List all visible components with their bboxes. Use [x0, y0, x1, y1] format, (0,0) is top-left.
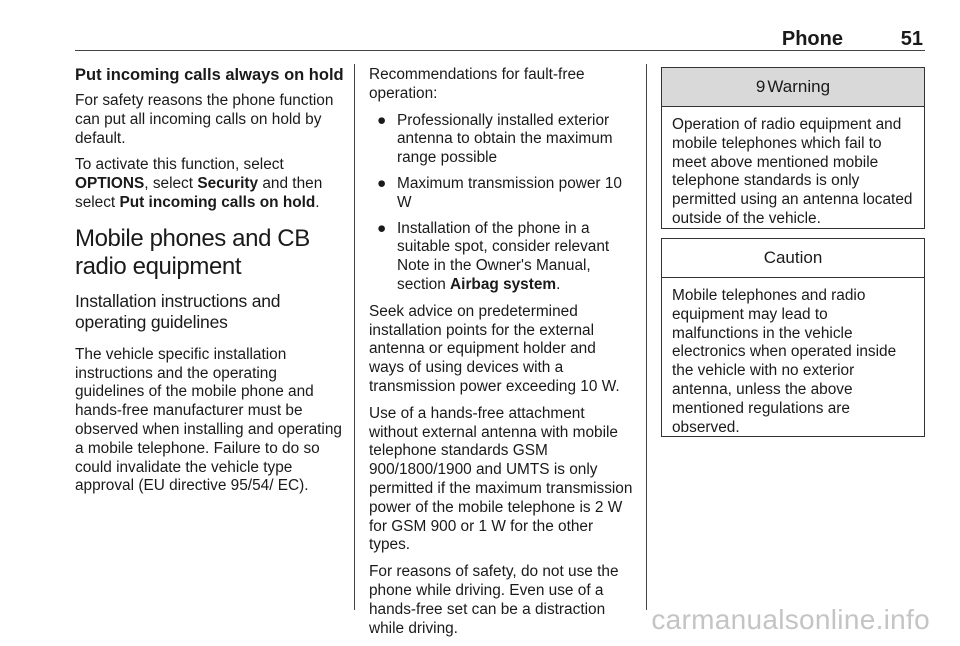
bullet-icon: ● [377, 219, 387, 237]
warning-icon: 9 [755, 77, 766, 96]
page-header [75, 22, 925, 51]
column-middle [369, 66, 633, 646]
caution-box [661, 238, 925, 437]
installation-text: The vehicle specific installation instructions and the operating guidelines of the mobile phone and hands-free manufacturer must be observed when installing and operating a mobile telephone. Failure to do so could invalidate the vehicle type approval (EU directive 95/54/ EC). [75, 345, 342, 495]
watermark: carmanualsonline.info [651, 604, 930, 635]
safety-text: For reasons of safety, do not use the phone while driving. Even use of a hands-free set can be a distraction while driving. [369, 563, 619, 637]
warning-text: Operation of radio equipment and mobile telephones which fail to meet above mentioned mobile telephone standards is only permitted using an antenna located outside of the vehicle. [672, 116, 913, 227]
subsection-heading: Installation instructions and operating guidelines [75, 290, 281, 332]
recommendations-intro: Recommendations for fault-free operation: [369, 66, 585, 102]
hold-calls-text: For safety reasons the phone function can put all incoming calls on hold by default. [75, 92, 334, 147]
caution-title: Caution [763, 248, 823, 267]
column-divider-right [646, 64, 647, 610]
section-title: Phone [781, 28, 843, 50]
hold-calls-title: Put incoming calls always on hold [75, 66, 344, 84]
list-item: ● Maximum transmission power 10 W [377, 174, 622, 211]
bullet-icon: ● [377, 174, 387, 192]
bullet-icon: ● [377, 111, 387, 129]
section-heading: Mobile phones and CB radio equipment [75, 224, 310, 280]
column-left [75, 66, 347, 504]
caution-text: Mobile telephones and radio equipment may lead to malfunctions in the vehicle electronics when operated inside the vehicle with no exterior antenna, unless the above mentioned regulations are observed. [672, 287, 897, 436]
options-term: OPTIONS [75, 175, 145, 193]
hold-setting-term: Put incoming calls on hold [119, 193, 316, 211]
page-number: 51 [900, 28, 923, 50]
airbag-term: Airbag system [450, 275, 557, 293]
caution-header [662, 239, 924, 278]
warning-title: Warning [767, 77, 831, 96]
recommendations-list [369, 112, 633, 295]
security-term: Security [197, 175, 259, 193]
activate-instructions: To activate this function, select OPTIONS, select Security and then select Put incoming calls on hold. [75, 156, 323, 211]
list-item: ● Professionally installed exterior antenna to obtain the maximum range possible [377, 111, 613, 167]
installation-advice: Seek advice on predetermined installation points for the external antenna or equipment holder and ways of using devices with a transmission power exceeding 10 W. [369, 302, 620, 395]
warning-box [661, 67, 925, 229]
column-divider-left [354, 64, 355, 610]
warning-header [662, 68, 924, 107]
hands-free-text: Use of a hands-free attachment without external antenna with mobile telephone standards GSM 900/1800/1900 and UMTS is only permitted if the maximum transmission power of the mobile telephone is 2 W for GSM 900 or 1 W for the other types. [369, 404, 633, 554]
list-item: ● Installation of the phone in a suitable spot, consider relevant Note in the Owner's Manual, section Airbag system. [377, 219, 610, 293]
